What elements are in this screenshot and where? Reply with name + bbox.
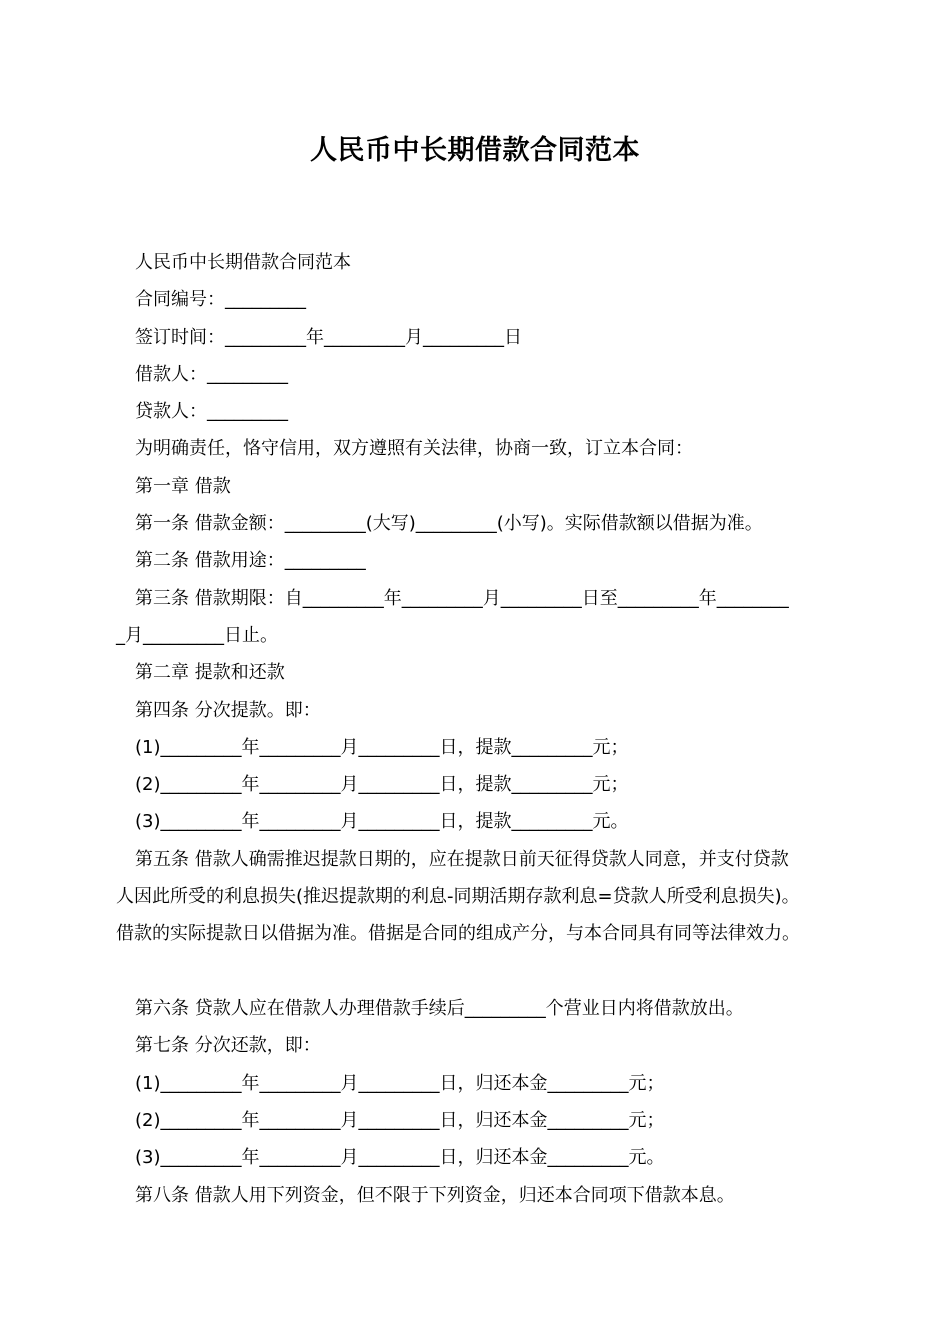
article-4: 第四条 分次提款。即： [135, 700, 321, 721]
chapter-1-heading: 第一章 借款 [135, 476, 231, 497]
lender-line: 贷款人：_________ [135, 401, 288, 422]
article-3-line-1: 第三条 借款期限：自_________年_________月_________日至_________年________ [135, 588, 789, 609]
sign-date-line: 签订时间：_________年_________月_________日 [135, 327, 522, 348]
borrower-line: 借款人：_________ [135, 364, 288, 385]
article-5-line-3: 借款的实际提款日以借据为准。借据是合同的组成产分，与本合同具有同等法律效力。 [116, 923, 800, 944]
document-title: 人民币中长期借款合同范本 [310, 135, 640, 166]
drawdown-item-3: (3)_________年_________月_________日，提款_________元。 [135, 811, 629, 832]
repayment-item-3: (3)_________年_________月_________日，归还本金_________元。 [135, 1147, 665, 1168]
article-6: 第六条 贷款人应在借款人办理借款手续后_________个营业日内将借款放出。 [135, 998, 744, 1019]
article-5-line-2: 人因此所受的利息损失(推迟提款期的利息-同期活期存款利息=贷款人所受利息损失)。 [116, 886, 800, 907]
drawdown-item-2: (2)_________年_________月_________日，提款_________元； [135, 774, 629, 795]
article-3-line-2: _月_________日止。 [116, 625, 278, 646]
repayment-item-1: (1)_________年_________月_________日，归还本金_________元； [135, 1073, 665, 1094]
article-5-line-1: 第五条 借款人确需推迟提款日期的，应在提款日前天征得贷款人同意，并支付贷款 [135, 849, 789, 870]
article-7: 第七条 分次还款，即： [135, 1035, 321, 1056]
article-2: 第二条 借款用途：_________ [135, 550, 366, 571]
repayment-item-2: (2)_________年_________月_________日，归还本金_________元； [135, 1110, 665, 1131]
article-8: 第八条 借款人用下列资金，但不限于下列资金，归还本合同项下借款本息。 [135, 1185, 735, 1206]
preamble-paragraph: 为明确责任，恪守信用，双方遵照有关法律，协商一致，订立本合同： [135, 438, 693, 459]
article-1: 第一条 借款金额：_________(大写)_________(小写)。实际借款额以借据为准。 [135, 513, 763, 534]
drawdown-item-1: (1)_________年_________月_________日，提款_________元； [135, 737, 629, 758]
contract-number-line: 合同编号：_________ [135, 289, 306, 310]
contract-heading: 人民币中长期借款合同范本 [135, 252, 351, 273]
chapter-2-heading: 第二章 提款和还款 [135, 662, 285, 683]
